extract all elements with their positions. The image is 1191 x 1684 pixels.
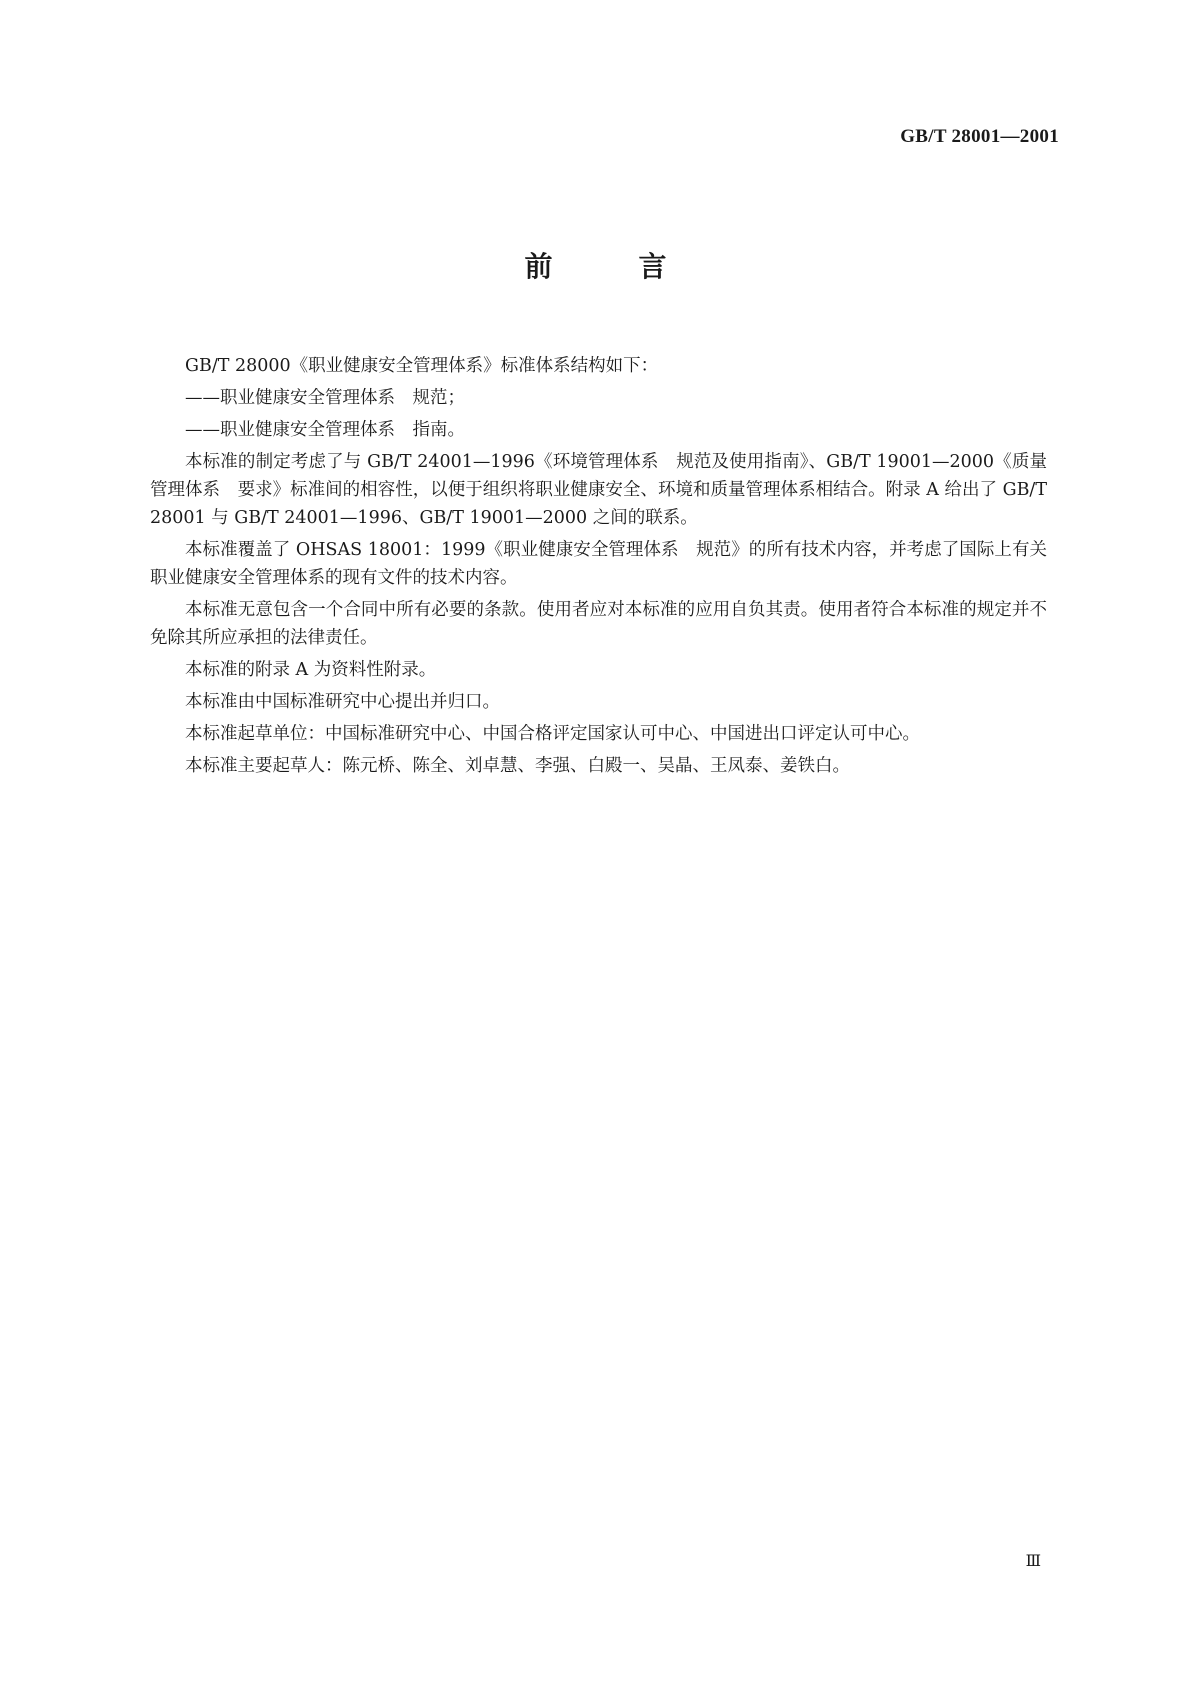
paragraph-drafters: 本标准主要起草人：陈元桥、陈全、刘卓慧、李强、白殿一、吴晶、王凤泰、姜铁白。 xyxy=(185,756,850,776)
paragraph-compatibility: 本标准的制定考虑了与 GB/T 24001—1996《环境管理体系 规范及使用指南》、GB/T 19001—2000《质量管理体系 要求》标准间的相容性，以便于组织将职业健康安全、环境和质量管理体系相结合。附录 A 给出了 GB/T 28001 与 GB/T 24001—1996、GB/T 19001—2000 之间的联系。 xyxy=(150,452,1047,528)
paragraph-contract-disclaimer: 本标准无意包含一个合同中所有必要的条款。使用者应对本标准的应用自负其责。使用者符合本标准的规定并不免除其所应承担的法律责任。 xyxy=(150,600,1047,648)
page-title: 前言 xyxy=(524,250,753,283)
paragraph-drafting-units: 本标准起草单位：中国标准研究中心、中国合格评定国家认可中心、中国进出口评定认可中心。 xyxy=(185,724,920,744)
paragraph-structure-intro: GB/T 28000《职业健康安全管理体系》标准体系结构如下： xyxy=(185,356,659,376)
paragraph-proposer: 本标准由中国标准研究中心提出并归口。 xyxy=(185,692,500,712)
paragraph-list-item-specification: ——职业健康安全管理体系 规范； xyxy=(185,388,465,408)
page-number: Ⅲ xyxy=(1025,1551,1041,1570)
paragraph-ohsas-coverage: 本标准覆盖了 OHSAS 18001：1999《职业健康安全管理体系 规范》的所有技术内容，并考虑了国际上有关职业健康安全管理体系的现有文件的技术内容。 xyxy=(150,540,1047,588)
paragraph-annex-note: 本标准的附录 A 为资料性附录。 xyxy=(185,660,437,680)
standard-number: GB/T 28001—2001 xyxy=(900,126,1059,147)
paragraph-list-item-guidelines: ——职业健康安全管理体系 指南。 xyxy=(185,420,465,440)
preface-body xyxy=(150,352,1047,784)
